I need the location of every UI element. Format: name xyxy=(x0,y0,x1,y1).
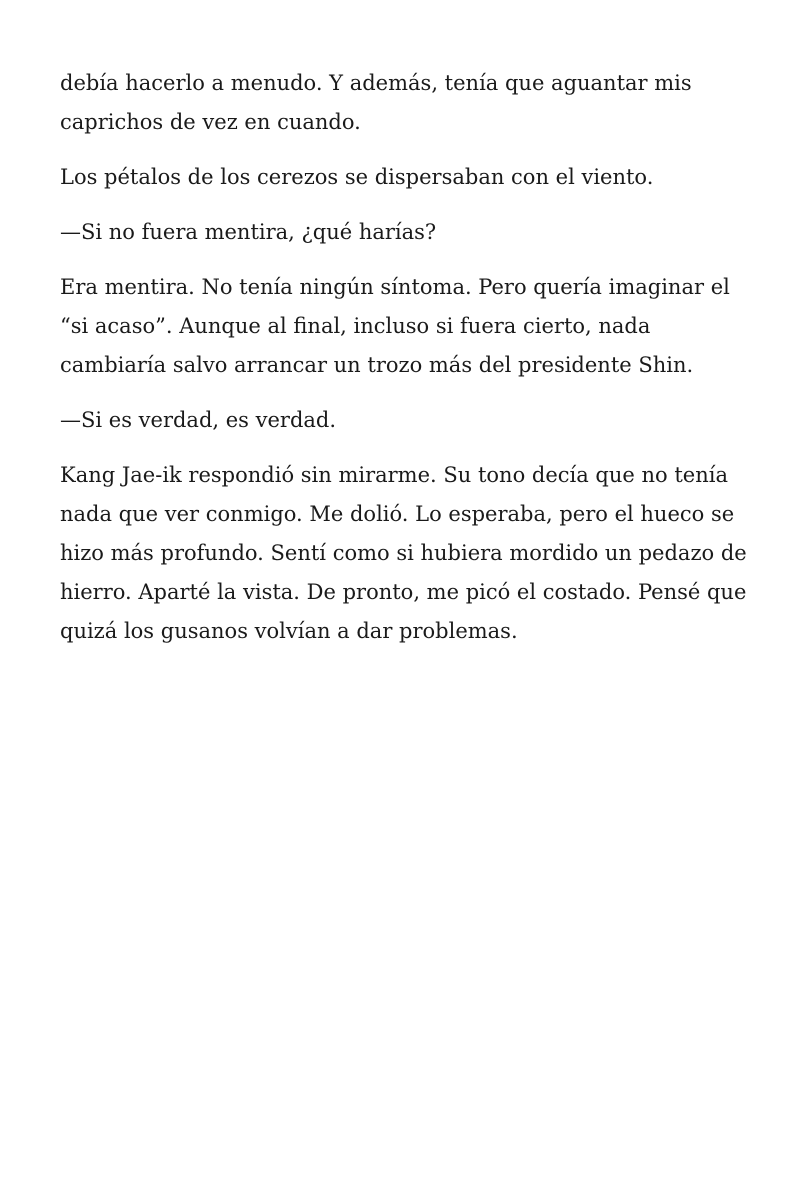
paragraph-3: —Si no fuera mentira, ¿qué harías? xyxy=(60,220,437,244)
paragraph-4: Era mentira. No tenía ningún síntoma. Pero quería imaginar el “si acaso”. Aunque al final, incluso si fuera cierto, nada cambiaría salvo arrancar un trozo más del presidente Shin. xyxy=(60,275,730,377)
paragraph-5: —Si es verdad, es verdad. xyxy=(60,408,337,432)
paragraph-2: Los pétalos de los cerezos se dispersaban con el viento. xyxy=(60,165,654,189)
paragraph-1: debía hacerlo a menudo. Y además, tenía que aguantar mis caprichos de vez en cuando. xyxy=(60,71,692,134)
paragraph-6: Kang Jae-ik respondió sin mirarme. Su tono decía que no tenía nada que ver conmigo. Me dolió. Lo esperaba, pero el hueco se hizo más profundo. Sentí como si hubiera mordido un pedazo de hierro. Aparté la vista. De pronto, me picó el costado. Pensé que quizá los gusanos volvían a dar problemas. xyxy=(60,463,747,643)
